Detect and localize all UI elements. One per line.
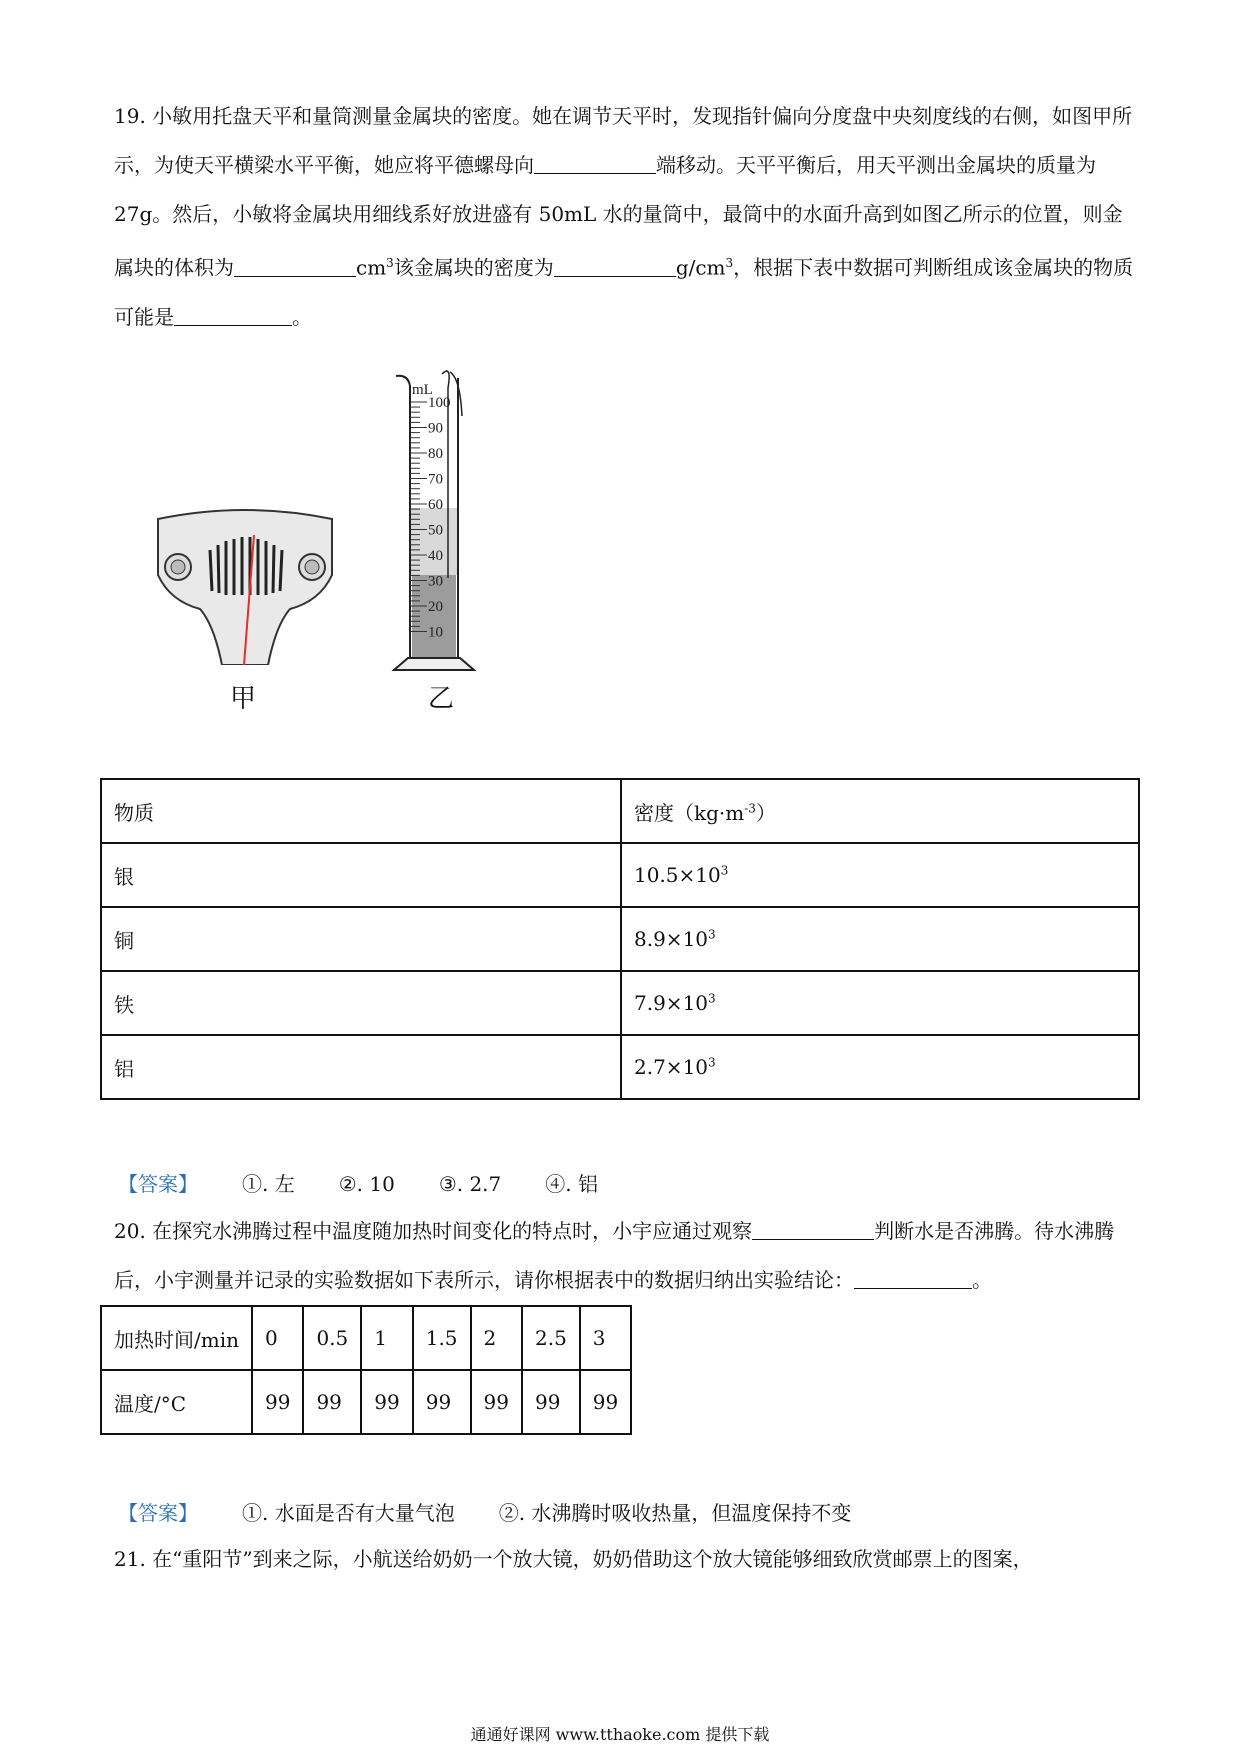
table-row [101,907,1139,971]
time-cell: 2.5 [522,1306,580,1370]
answer-blank [554,256,676,277]
cylinder-tick-label: 90 [428,420,443,437]
cylinder-tick-label: 70 [428,471,443,488]
temp-cell: 99 [413,1370,471,1434]
cylinder-tick-label: 80 [428,446,443,462]
question-20: 20. 在探究水沸腾过程中温度随加热时间变化的特点时，小宇应通过观察 判断水是否沸腾。待水沸腾后，小宇测量并记录的实验数据如下表所示，请你根据表中的数据归纳出实验结论： 。 [114,1219,1115,1292]
time-cell: 0 [252,1306,303,1370]
density-cell: $8.9\times 10^3$ [621,907,1139,971]
density-cell: $2.7\times 10^3$ [621,1035,1139,1099]
answer-tag: 【答案】 [118,1172,198,1196]
time-cell: 1.5 [413,1306,471,1370]
temp-cell: 99 [252,1370,303,1434]
substance-cell: 铝 [101,1035,621,1099]
cylinder-tick-label: 20 [428,599,443,615]
substance-cell: 铁 [101,971,621,1035]
question-19: 19. 小敏用托盘天平和量筒测量金属块的密度。她在调节天平时，发现指针偏向分度盘中央刻度线的右侧，如图甲所示，为使天平横梁水平平衡，她应将平德螺母向 端移动。天平平衡后，用天平测出金属块的质量为 27g。然后，小敏将金属块用细线系好放进盛有 50mL 水的量筒中，最筒中的水面升高到如图乙所示的位置，则金属块的体积为 $cm^3$该金属块的密度为 $g/cm^3$，根据下表中数据可判断组成该金属块的物质可能是 。 [114,104,1134,329]
balance-dial-figure [150,505,340,665]
answer-blank [534,153,656,174]
figure-label-jia: 甲 [230,684,257,714]
boiling-data-table [100,1305,632,1435]
answer-blank [854,1268,972,1289]
density-table [100,778,1140,1100]
table-row [101,1370,631,1434]
density-cell: $10.5\times 10^3$ [621,843,1139,907]
answer-blank [234,256,356,277]
measuring-cylinder-figure [390,368,500,678]
density-cell: $7.9\times 10^3$ [621,971,1139,1035]
table-row [101,971,1139,1035]
cylinder-unit-label: mL [412,382,433,398]
cylinder-tick-label: 50 [428,522,443,539]
table-row [101,1306,631,1370]
answer-19: 【答案】 ①. 左 ②. 10 ③. 2.7 ④. 铝 [118,1172,598,1196]
answer-tag: 【答案】 [118,1501,198,1525]
cylinder-tick-label: 10 [428,624,443,641]
question-21: 21. 在“重阳节”到来之际，小航送给奶奶一个放大镜，奶奶借助这个放大镜能够细致欣赏邮票上的图案， [114,1547,1033,1571]
cylinder-tick-label: 30 [428,573,443,590]
answer-20: 【答案】 ①. 水面是否有大量气泡 ②. 水沸腾时吸收热量，但温度保持不变 [118,1501,852,1525]
cylinder-tick-label: 100 [428,395,451,411]
time-cell: 1 [361,1306,412,1370]
temp-cell: 99 [303,1370,361,1434]
table-row [101,1035,1139,1099]
answer-blank [174,305,292,326]
table-header-row [101,779,1139,843]
page-footer: 通通好课网 www.tthaoke.com 提供下载 [470,1725,770,1744]
cylinder-tick-label: 60 [428,497,443,513]
temp-cell: 99 [471,1370,522,1434]
table-row [101,843,1139,907]
time-cell: 3 [580,1306,631,1370]
cylinder-tick-label: 40 [428,548,443,564]
temp-cell: 99 [361,1370,412,1434]
header-cell: 物质 [101,779,621,843]
temp-cell: 99 [580,1370,631,1434]
temp-cell: 99 [522,1370,580,1434]
row-label: 加热时间/min [101,1306,252,1370]
figure-label-yi: 乙 [428,684,455,714]
time-cell: 0.5 [303,1306,361,1370]
substance-cell: 银 [101,843,621,907]
time-cell: 2 [471,1306,522,1370]
row-label: 温度/°C [101,1370,252,1434]
answer-blank [752,1219,874,1240]
header-cell: 密度$(kg\cdot m^{-3})$ [621,779,1139,843]
substance-cell: 铜 [101,907,621,971]
